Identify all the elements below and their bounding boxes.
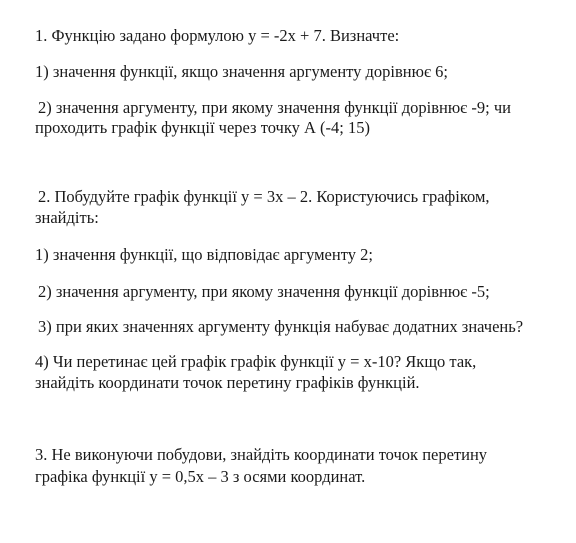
task2-item3: 3) при яких значеннях аргументу функція набуває додатних значень?	[38, 317, 524, 336]
task1-item2-line2: проходить графік функції через точку А (-4; 15)	[35, 118, 370, 137]
task3-line2: графіка функції y = 0,5x – 3 з осями координат.	[35, 467, 366, 486]
task1-item1: 1) значення функції, якщо значення аргументу дорівнює 6;	[35, 62, 448, 81]
task2-item1: 1) значення функції, що відповідає аргументу 2;	[35, 245, 373, 264]
task1-item2-line1: 2) значення аргументу, при якому значення функції дорівнює -9; чи	[38, 98, 511, 117]
task3-line1: 3. Не виконуючи побудови, знайдіть координати точок перетину	[35, 445, 488, 464]
task2-title-line2: знайдіть:	[35, 208, 99, 227]
task1-title: 1. Функцію задано формулою y = -2x + 7. Визначте:	[35, 26, 400, 45]
task2-item4-line1: 4) Чи перетинає цей графік графік функції y = x-10? Якщо так,	[35, 352, 477, 371]
task2-item4-line2: знайдіть координати точок перетину графіків функцій.	[35, 373, 420, 392]
task2-item2: 2) значення аргументу, при якому значення функції дорівнює -5;	[38, 282, 490, 301]
task2-title-line1: 2. Побудуйте графік функції y = 3x – 2. Користуючись графіком,	[38, 187, 490, 206]
